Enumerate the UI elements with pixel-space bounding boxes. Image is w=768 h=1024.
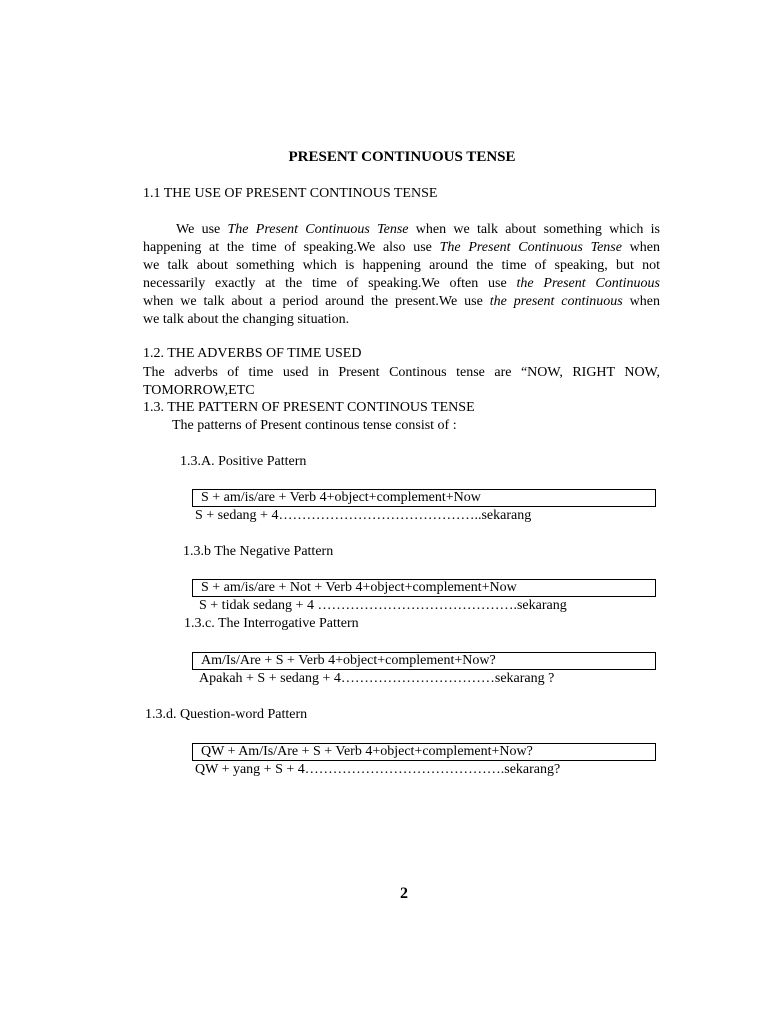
text-run: we talk about the changing situation. (143, 312, 350, 327)
question-word-pattern-translation: QW + yang + S + 4…………………………………….sekarang? (195, 762, 561, 777)
italic-run: the present continuous (489, 294, 623, 309)
positive-pattern-box: S + am/is/are + Verb 4+object+complement+Now (192, 489, 656, 507)
page-number: 2 (400, 885, 408, 902)
paragraph-line (143, 257, 660, 275)
text-run: happening at the time of speaking.We also use (143, 240, 440, 255)
negative-pattern-box: S + am/is/are + Not + Verb 4+object+complement+Now (192, 579, 656, 597)
adverbs-line: TOMORROW,ETC (143, 383, 255, 398)
negative-pattern-label: 1.3.b The Negative Pattern (183, 544, 334, 559)
page-title: PRESENT CONTINUOUS TENSE (288, 149, 516, 165)
positive-pattern-label: 1.3.A. Positive Pattern (180, 454, 307, 469)
interrogative-pattern-label: 1.3.c. The Interrogative Pattern (184, 616, 359, 631)
text-run: necessarily exactly at the time of speaking.We often use (143, 276, 517, 291)
text-run: when (621, 240, 660, 255)
adverbs-line: The adverbs of time used in Present Continous tense are “NOW, RIGHT NOW, (143, 365, 660, 380)
paragraph-line (143, 293, 660, 311)
text-run: we talk about something which is happening around the time of speaking, but not (143, 258, 660, 273)
negative-pattern-translation: S + tidak sedang + 4 …………………………………….sekarang (199, 598, 567, 613)
section-1-1-heading: 1.1 THE USE OF PRESENT CONTINOUS TENSE (143, 186, 438, 201)
question-word-pattern-label: 1.3.d. Question-word Pattern (145, 707, 308, 722)
text-run: when we talk about something which is (408, 222, 660, 237)
text-run: when we talk about a period around the present.We use (143, 294, 490, 309)
section-1-3-heading: 1.3. THE PATTERN OF PRESENT CONTINOUS TENSE (143, 400, 475, 415)
paragraph-line (143, 221, 660, 239)
section-1-3-intro: The patterns of Present continous tense consist of : (172, 418, 457, 433)
section-1-2-text (143, 364, 660, 400)
italic-run: the Present Continuous (516, 276, 660, 291)
interrogative-pattern-box: Am/Is/Are + S + Verb 4+object+complement+Now? (192, 652, 656, 670)
paragraph-line (143, 239, 660, 257)
italic-run: The Present Continuous Tense (227, 222, 409, 237)
positive-pattern-translation: S + sedang + 4……………………………………..sekarang (195, 508, 532, 523)
text-run: when (622, 294, 660, 309)
section-1-2-heading: 1.2. THE ADVERBS OF TIME USED (143, 346, 362, 361)
paragraph-line (143, 311, 660, 329)
section-1-1-paragraph (143, 221, 660, 329)
interrogative-pattern-translation: Apakah + S + sedang + 4……………………………sekarang ? (199, 671, 555, 686)
question-word-pattern-box: QW + Am/Is/Are + S + Verb 4+object+complement+Now? (192, 743, 656, 761)
italic-run: The Present Continuous Tense (439, 240, 622, 255)
text-run: We use (176, 222, 228, 237)
paragraph-line (143, 275, 660, 293)
